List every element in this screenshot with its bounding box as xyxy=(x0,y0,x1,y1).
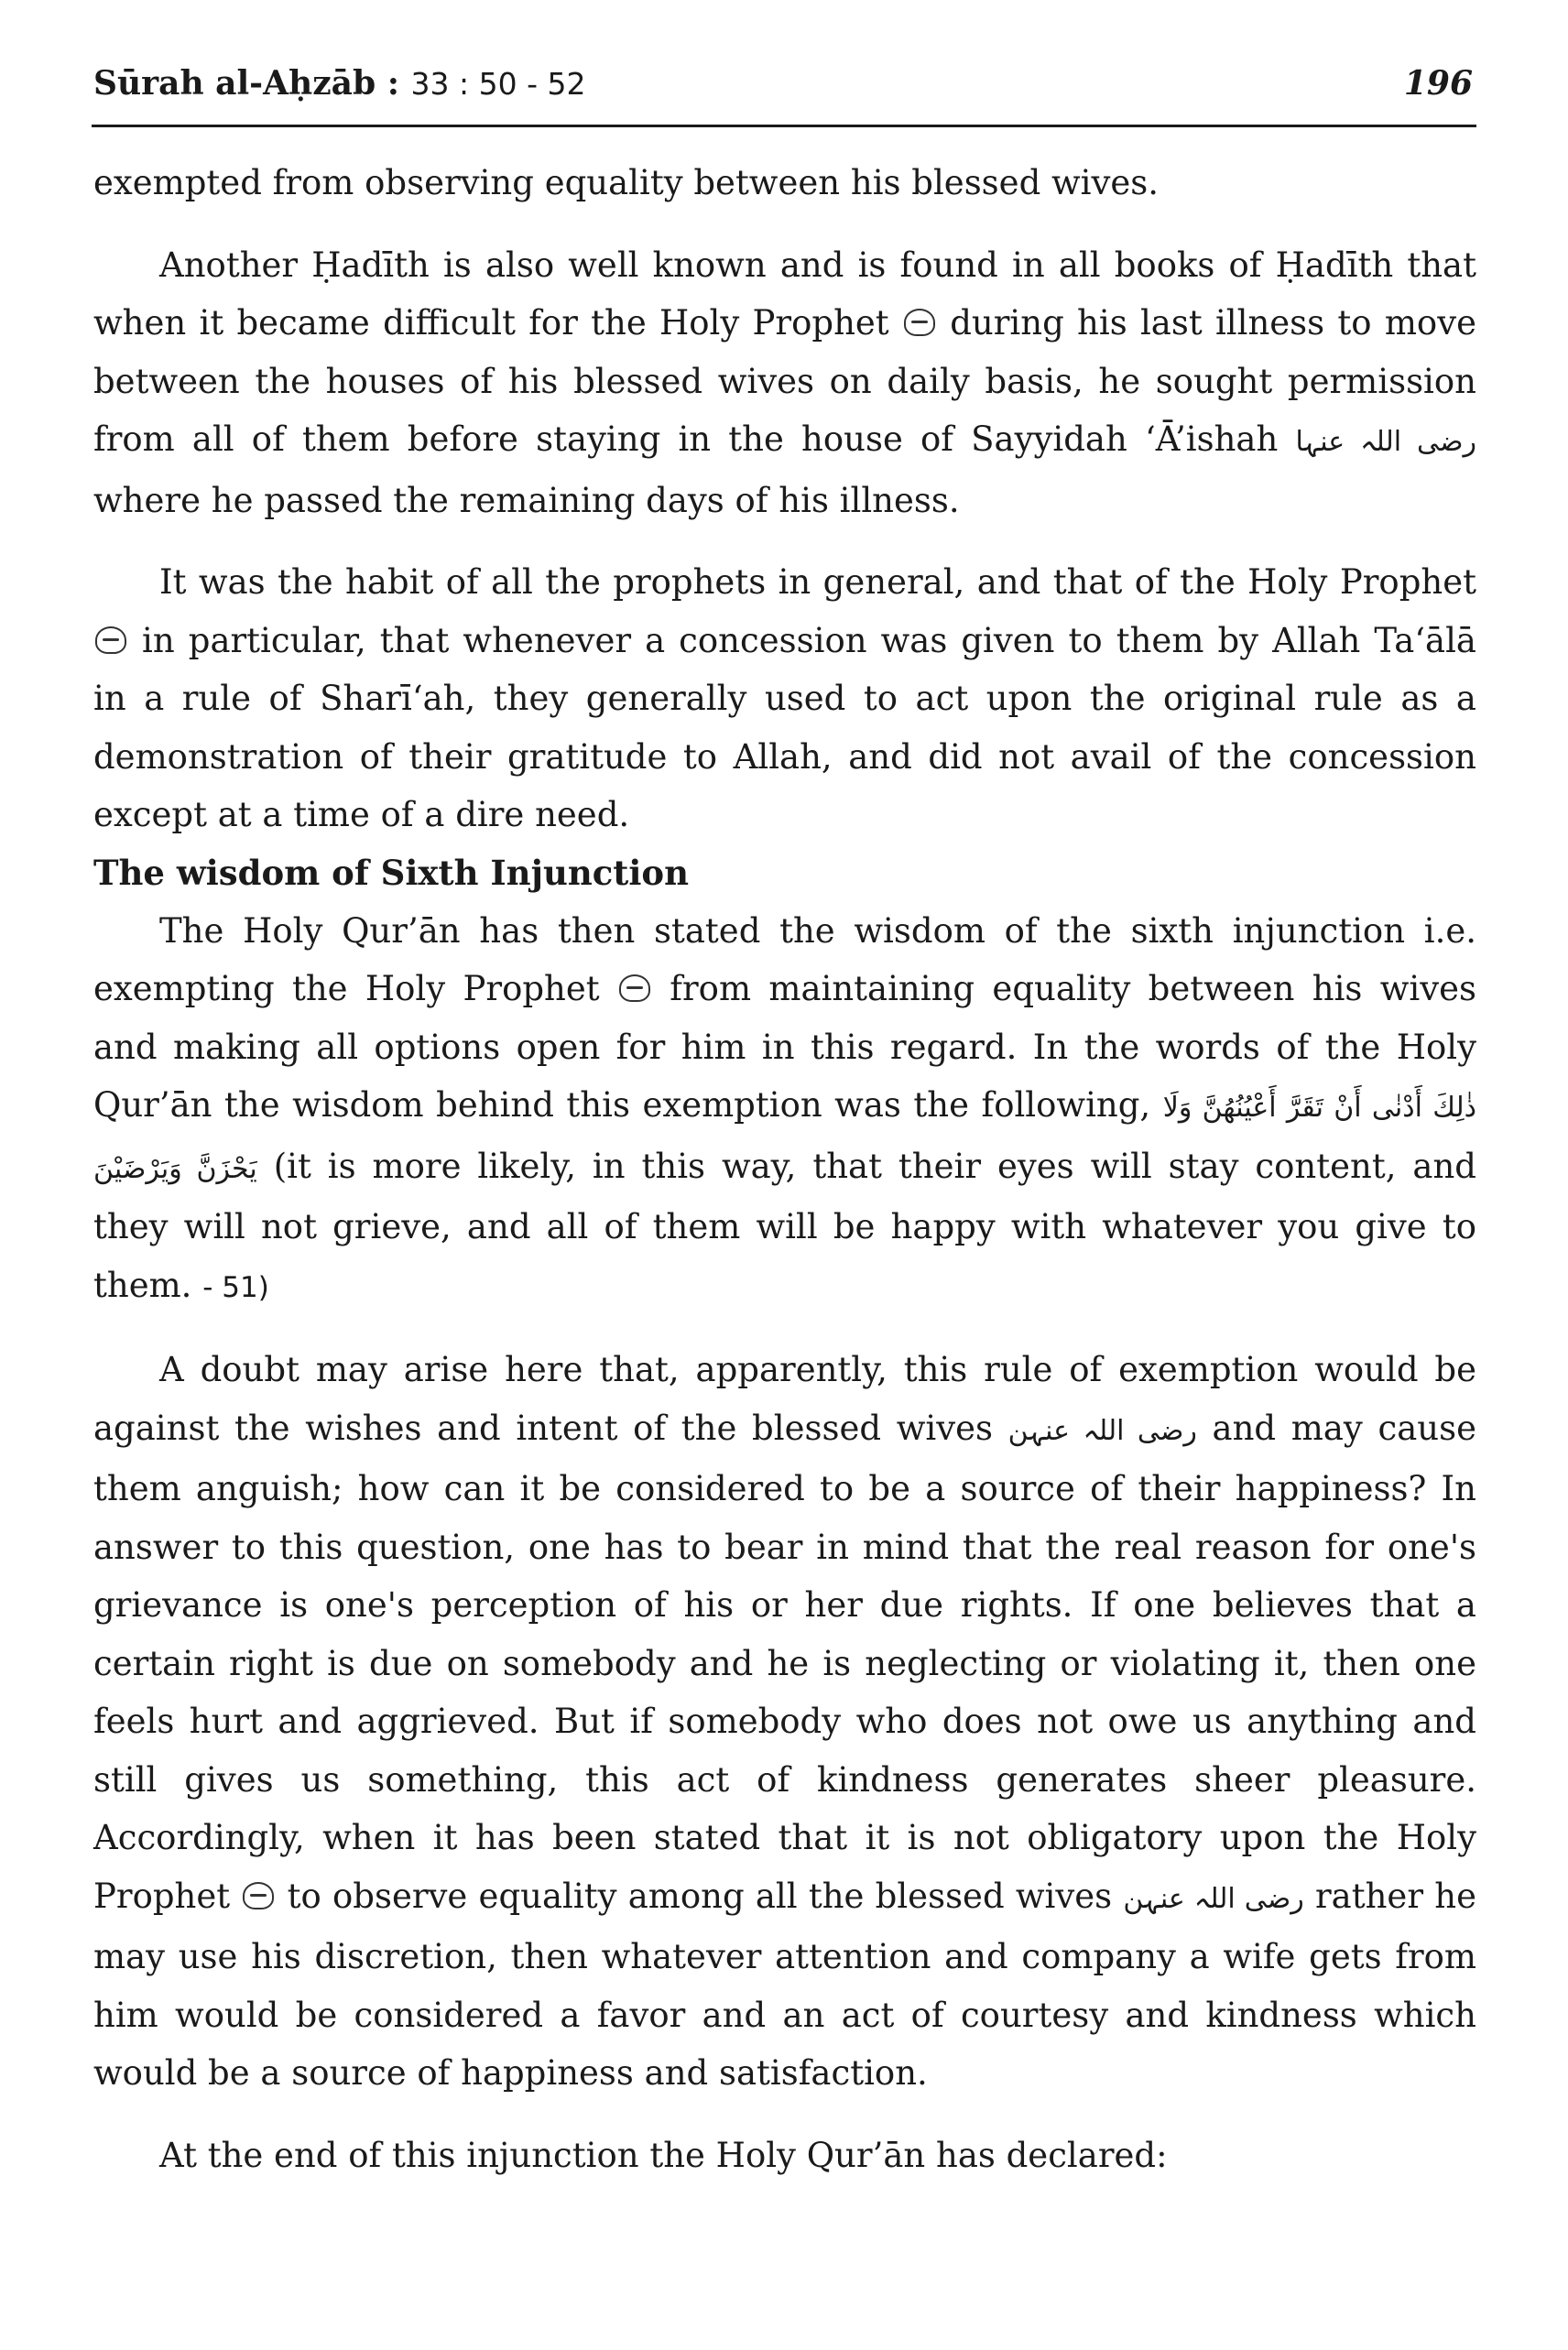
salutation-icon xyxy=(619,974,650,1002)
salutation-icon xyxy=(243,1882,274,1909)
text-run: (it is more likely, in this way, that their eyes will stay content, and they will not grieve, and all of them will be happy with whatever you give to them. xyxy=(93,1146,1476,1305)
surah-title: Sūrah al-Aḥzāb : xyxy=(93,64,399,103)
salutation-icon xyxy=(95,626,126,654)
paragraph-closing xyxy=(93,2127,1476,2185)
paragraph-doubt xyxy=(93,1341,1476,2103)
text-run: from maintaining equality between his wives and making all options open for him in this regard. In the words of the Holy Qur’ān the wisdom behind this exemption was the following, xyxy=(93,969,1477,1125)
page-body xyxy=(93,154,1476,2184)
text-run: It was the habit of all the prophets in general, and that of the Holy Prophet xyxy=(159,562,1476,602)
paragraph-hadith xyxy=(93,236,1476,530)
paragraph-wisdom xyxy=(93,902,1476,1318)
text-run: to observe equality among all the blessed wives xyxy=(276,1876,1124,1916)
salutation-icon xyxy=(904,309,935,336)
running-header xyxy=(92,60,1476,127)
text-run: At the end of this injunction the Holy Qur’ān has declared: xyxy=(159,2135,1168,2175)
arabic-honorific: رضی اللہ عنہا xyxy=(1295,426,1476,458)
text-run: Another Ḥadīth is also well known and is found in all books of Ḥadīth that when it became difficult for the Holy Prophet xyxy=(93,245,1476,343)
arabic-honorific: رضی اللہ عنہن xyxy=(1007,1414,1197,1447)
text-run: exempted from observing equality between his blessed wives. xyxy=(93,163,1160,202)
text-run: during his last illness to move between the houses of his blessed wives on daily basis, he sought permission from all of them before staying in the house of Sayyidah ‘Ā’ishah xyxy=(93,303,1476,459)
text-run: and may cause them anguish; how can it be considered to be a source of their happiness? In answer to this question, one has to bear in mind that the real reason for one's grievance is one's perception of his or her due rights. If one believes that a certain right is due on somebody and he is neglecting or violating it, then one feels hurt and aggrieved. But if somebody who does not owe us anything and still gives us something, this act of kindness generates sheer pleasure. Accordingly, when it has been stated that it is not obligatory upon the Holy Prophet xyxy=(93,1408,1476,1916)
paragraph-continuation xyxy=(93,154,1476,212)
arabic-honorific: رضی اللہ عنہن xyxy=(1123,1882,1304,1915)
arabic-verse: ذٰلِكَ أَدْنٰى أَنْ تَقَرَّ أَعْيُنُهُنَّ وَلَا يَحْزَنَّ وَيَرْضَيْنَ xyxy=(93,1092,1477,1185)
paragraph-habit xyxy=(93,553,1476,844)
section-heading: The wisdom of Sixth Injunction xyxy=(93,852,690,893)
text-run: in particular, that whenever a concession was given to them by Allah Ta‘ālā in a rule of Sharī‘ah, they generally used to act upon the original rule as a demonstration of their gratitude to Allah, and did not avail of the concession except at a time of a dire need. xyxy=(93,620,1476,834)
text-run: The Holy Qur’ān has then stated the wisdom of the sixth injunction i.e. exempting the Holy Prophet xyxy=(93,910,1476,1008)
verse-reference: 33 : 50 - 52 xyxy=(410,66,586,102)
text-run: rather he may use his discretion, then whatever attention and company a wife gets from him would be considered a favor and an act of courtesy and kindness which would be a source of happiness and satisfaction. xyxy=(93,1876,1476,2093)
page-number: 196 xyxy=(1403,64,1473,103)
running-title xyxy=(93,64,586,103)
verse-citation: - 51) xyxy=(202,1270,269,1304)
text-run: where he passed the remaining days of his illness. xyxy=(93,480,960,520)
text-run: A doubt may arise here that, apparently, this rule of exemption would be against the wishes and intent of the blessed wives xyxy=(93,1350,1476,1448)
